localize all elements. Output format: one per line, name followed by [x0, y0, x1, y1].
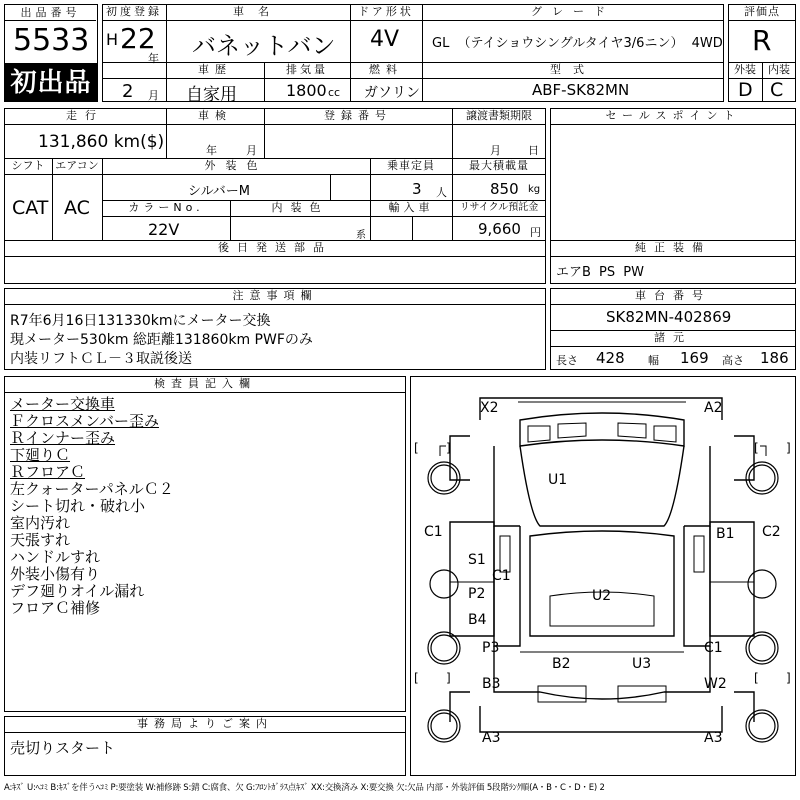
genuine-equipment: エアB PS PW	[556, 265, 644, 280]
svg-text:]: ]	[446, 441, 451, 455]
shift-label: シフト	[11, 159, 45, 172]
recycle: 9,660	[478, 220, 521, 238]
reg-month: 2	[122, 81, 134, 102]
damage-mark: B4	[468, 612, 487, 628]
inspector-line: デフ廻りオイル漏れ	[10, 582, 145, 600]
svg-text:[: [	[754, 671, 759, 685]
ext-color: シルバーM	[188, 184, 250, 199]
car-name-label: 車名	[233, 5, 283, 18]
door: 4V	[370, 27, 400, 52]
color-no-label: カラーNo.	[128, 201, 204, 214]
history-label: 車歴	[198, 63, 232, 76]
inspector-line: 天張すれ	[10, 531, 71, 549]
damage-mark: W2	[704, 676, 727, 692]
damage-mark: C2	[762, 524, 781, 540]
damage-mark: B1	[716, 526, 735, 542]
recycle-unit: 円	[530, 226, 541, 239]
displacement: 1800	[286, 81, 327, 100]
ac: AC	[64, 197, 90, 219]
damage-mark: X2	[480, 400, 499, 416]
first-listing-badge: 初出品	[4, 64, 98, 102]
damage-mark: P3	[482, 640, 500, 656]
mileage: 131,860 km($)	[38, 132, 165, 152]
length-label: 長さ	[556, 354, 578, 367]
width-label: 幅	[648, 354, 659, 367]
inspector-line: ＲフロアＣ	[10, 463, 86, 481]
chassis-label: 車台番号	[635, 289, 711, 302]
exterior-label: 外装	[734, 63, 756, 76]
max-load-label: 最大積載量	[469, 159, 529, 172]
width: 169	[680, 349, 709, 367]
interior-grade: C	[770, 79, 784, 101]
inspector-line: メーター交換車	[10, 395, 116, 413]
reg-number-label: 登録番号	[324, 109, 392, 122]
genuine-equipment-label: 純正装備	[635, 241, 711, 254]
exterior-grade: D	[738, 79, 753, 101]
height-label: 高さ	[722, 354, 744, 367]
transfer-month-unit: 月	[490, 144, 501, 157]
notes-label: 注意事項欄	[232, 289, 318, 302]
inspector-line: Ｒインナー歪み	[10, 429, 116, 447]
shift: CAT	[12, 197, 49, 219]
inspector-notes	[10, 396, 400, 617]
inspector-line: 下廻りＣ	[10, 446, 71, 464]
lot-number-box	[4, 4, 98, 64]
inspection-year-unit: 年	[206, 144, 217, 157]
inspector-line: 外装小傷有り	[10, 565, 101, 583]
grade-label: グレード	[531, 5, 615, 18]
height: 186	[760, 349, 789, 367]
score-label: 評価点	[744, 5, 780, 18]
history: 自家用	[186, 85, 237, 105]
svg-text:[: [	[414, 441, 419, 455]
import-label: 輸入車	[388, 201, 434, 214]
fuel: ガソリン	[364, 85, 420, 101]
reg-month-unit: 月	[148, 89, 159, 102]
damage-mark: U3	[632, 656, 652, 672]
legend: A:ｷｽﾞ U:ﾍｺﾐ B:ｷｽﾞを伴うﾍｺﾐ P:要塗装 W:補修跡 S:錆 C:腐食、欠 G:ﾌﾛﾝﾄｶﾞﾗｽ点ｷｽﾞ XX:交換済み X:要交換 欠:欠品 内部・外装評価 5段階ﾗﾝｸ順(A・B・C・D・E) 2	[4, 783, 605, 793]
damage-mark: U2	[592, 588, 612, 604]
transfer-day-unit: 日	[528, 144, 539, 157]
svg-text:]: ]	[446, 671, 451, 685]
svg-text:]: ]	[786, 441, 791, 455]
chassis-number: SK82MN-402869	[606, 308, 732, 326]
max-load-unit: kg	[528, 184, 541, 195]
inspection-label: 車検	[198, 109, 232, 122]
damage-mark: B3	[482, 676, 501, 692]
reg-year-unit: 年	[148, 52, 159, 65]
inspector-label: 検査員記入欄	[154, 377, 256, 390]
vehicle-diagram	[410, 376, 796, 776]
svg-text:]: ]	[786, 671, 791, 685]
displacement-unit: cc	[328, 86, 341, 99]
ac-label: エアコン	[55, 159, 99, 172]
damage-mark: A3	[482, 730, 501, 746]
office-text: 売切りスタート	[10, 739, 116, 757]
inspector-line: シート切れ・破れ小	[10, 497, 146, 515]
notes-line-2: 現メーター530km 総距離131860km PWFのみ	[10, 332, 313, 348]
damage-mark: P2	[468, 586, 486, 602]
model-code-label: 型式	[550, 63, 596, 76]
damage-mark: C1	[424, 524, 443, 540]
era: H	[106, 30, 119, 49]
score: R	[752, 24, 772, 57]
sales-point-label: セールスポイント	[605, 109, 741, 122]
car-name: バネットバン	[192, 32, 336, 60]
notes-line-1: R7年6月16日131330kmにメーター交換	[10, 313, 271, 329]
damage-mark: A3	[704, 730, 723, 746]
damage-mark: S1	[468, 552, 486, 568]
capacity: 3	[412, 180, 422, 198]
first-reg-label: 初度登録	[106, 5, 162, 18]
notes-line-3: 内装リフトＣＬ－３取説後送	[10, 351, 192, 367]
recycle-label: リサイクル預託金	[459, 202, 539, 213]
lot-number-label: 出品番号	[5, 5, 96, 21]
interior-label: 内装	[768, 63, 790, 76]
inspector-line: フロアＣ補修	[10, 599, 101, 617]
capacity-label: 乗車定員	[387, 159, 435, 172]
inspector-line: 室内汚れ	[10, 514, 71, 532]
damage-mark: A2	[704, 400, 723, 416]
damage-mark: C1	[704, 640, 723, 656]
damage-mark: B2	[552, 656, 571, 672]
lot-number: 5533	[13, 23, 90, 58]
sales-point-box	[550, 108, 796, 284]
color-no: 22V	[148, 220, 180, 239]
svg-text:[: [	[754, 441, 759, 455]
inspector-line: 左クォーターパネルＣ２	[10, 480, 174, 498]
displacement-label: 排気量	[286, 63, 328, 76]
transfer-deadline-label: 譲渡書類期限	[466, 109, 532, 122]
fuel-label: 燃料	[369, 63, 403, 76]
max-load: 850	[490, 180, 519, 198]
length: 428	[596, 349, 625, 367]
svg-text:[: [	[414, 671, 419, 685]
int-color-label: 内装色	[271, 201, 329, 214]
door-label: ドア形状	[358, 5, 414, 18]
model-code: ABF-SK82MN	[532, 81, 630, 99]
grade: GL （テイショウシングルタイヤ3/6ニン） 4WD	[432, 36, 723, 51]
inspection-month-unit: 月	[246, 144, 257, 157]
mileage-label: 走行	[66, 109, 104, 122]
inspector-line: Ｆクロスメンバー歪み	[10, 412, 159, 430]
inspector-line: ハンドルすれ	[10, 548, 101, 566]
capacity-unit: 人	[436, 186, 447, 199]
later-parts-label: 後日発送部品	[218, 241, 332, 254]
reg-year: 22	[120, 22, 156, 55]
spec-label: 諸元	[654, 331, 692, 344]
damage-mark: U1	[548, 472, 568, 488]
ext-color-label: 外装色	[204, 159, 268, 172]
int-color-unit: 系	[356, 230, 366, 241]
office-label: 事務局よりご案内	[137, 717, 273, 730]
damage-mark: C1	[492, 568, 511, 584]
